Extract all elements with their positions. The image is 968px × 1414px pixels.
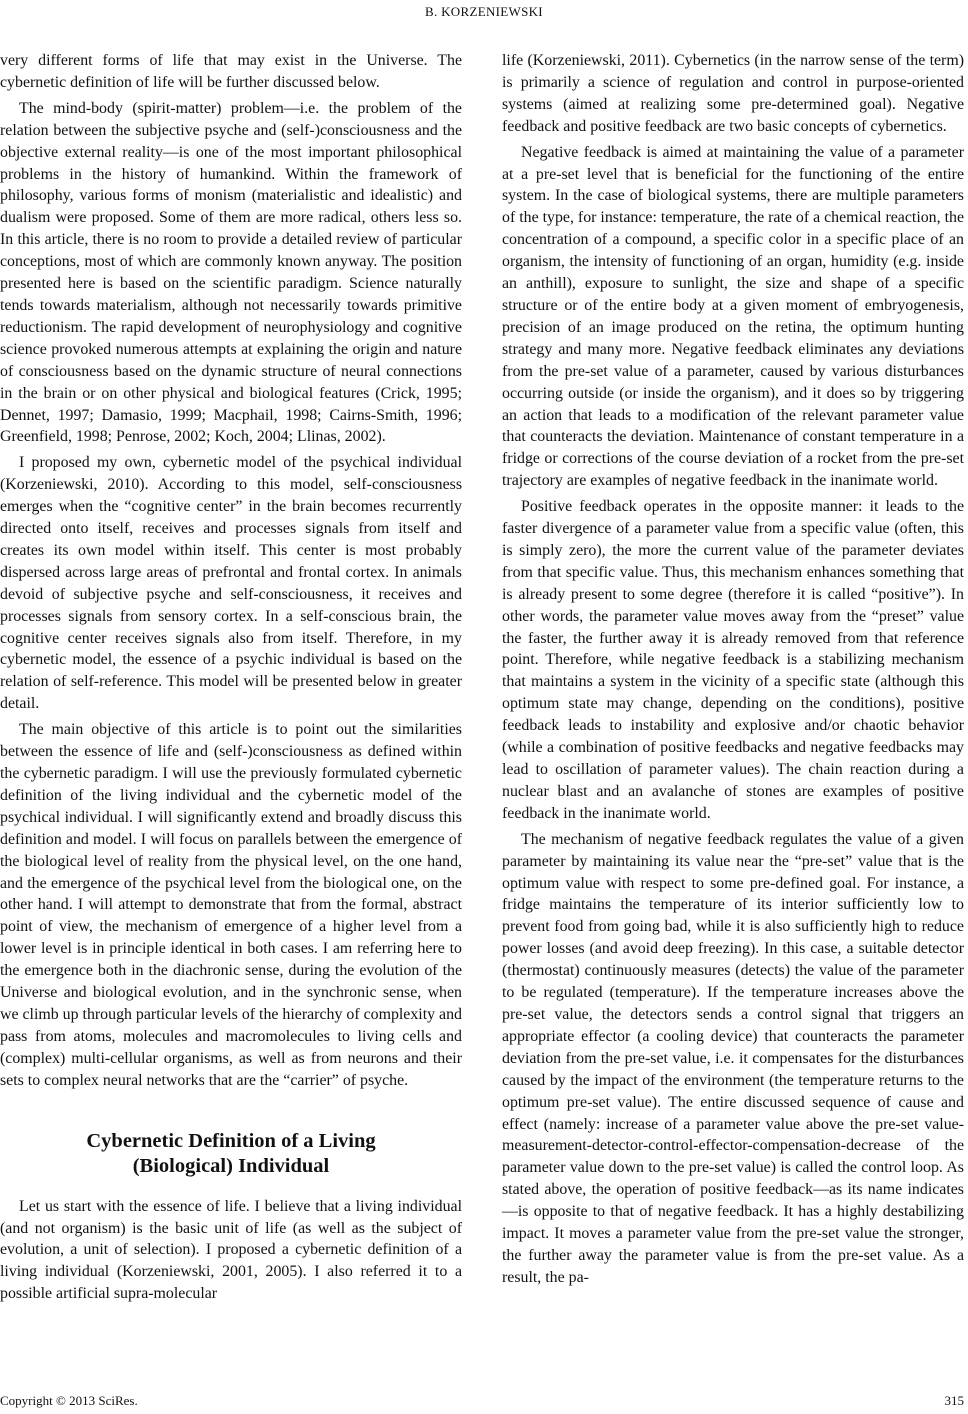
running-header: B. KORZENIEWSKI: [425, 4, 543, 19]
copyright-notice: Copyright © 2013 SciRes.: [0, 1393, 138, 1408]
paragraph: life (Korzeniewski, 2011). Cybernetics (in the narrow sense of the term) is primarily a science of regulation and control in purpose-oriented systems (aimed at realizing some pre-determined goal). Negative feedback and positive feedback are two basic concepts of cybernetics.: [502, 52, 964, 135]
paragraph: The mechanism of negative feedback regulates the value of a given parameter by maintaining its value near the “pre-set” value that is the optimum value with respect to some pre-defined goal. For instance, a fridge maintains the temperature of its interior sufficiently low to prevent food from going bad, while it is also sufficiently high to reduce power losses (and avoid deep freezing). In this case, a suitable detector (thermostat) continuously measures (detects) the value of the parameter to be regulated (temperature). If the temperature increases above the pre-set value, the detectors sends a control signal that triggers an appropriate effector (a cooling device) that counteracts the parameter deviation from the pre-set value, i.e. it compensates for the disturbances caused by the impact of the environment (the temperature returns to the optimum pre-set value). The entire discussed sequence of cause and effect (namely: increase of a parameter value above the pre-set value-measurement-detector-control-effector-compensation-decrease of the parameter value down to the pre-set value) is called the control loop. As stated above, the operation of positive feedback—as its name indicates—is opposite to that of negative feedback. It has a highly destabilizing impact. It moves a parameter value from the pre-set value the stronger, the further away the parameter value is from the pre-set value. As a result, the pa-: [502, 830, 964, 1286]
section-heading: [0, 1129, 462, 1179]
right-column: [502, 50, 964, 1293]
page-number: 315: [944, 1393, 964, 1408]
left-column: [0, 50, 462, 1309]
section-heading-line: Cybernetic Definition of a Living: [86, 1129, 376, 1152]
paragraph: The mind-body (spirit-matter) problem—i.e. the problem of the relation between the subjective psyche and (self-)consciousness and the objective external reality—is one of the most important philosophical problems in the history of humankind. Within the framework of philosophy, various forms of monism (materialistic and idealistic) and dualism were proposed. Some of them are more radical, others less so. In this article, there is no room to provide a detailed review of particular conceptions, most of which are commonly known anyway. The position presented here is based on the scientific paradigm. Science naturally tends towards materialism, although not necessarily towards primitive reductionism. The rapid development of neurophysiology and cognitive science provoked numerous attempts at explaining the origin and nature of consciousness based on the dynamic structure of neural connections in the brain or on other physical and biological features (Crick, 1995; Dennet, 1997; Damasio, 1999; Macphail, 1998; Cairns-Smith, 1996; Greenfield, 1998; Penrose, 2002; Koch, 2004; Llinas, 2002).: [0, 99, 462, 446]
paragraph: I proposed my own, cybernetic model of the psychical individual (Korzeniewski, 2010). According to this model, self-consciousness emerges when the “cognitive center” in the brain becomes recurrently directed onto itself, receives and processes signals from itself and creates its own model within itself. This center is most probably dispersed across large areas of prefrontal and frontal cortex. In animals devoid of subjective psyche and self-consciousness, it receives and processes signals from sensory cortex. In a self-conscious brain, the cognitive center receives signals also from itself. Therefore, in my cybernetic model, the essence of a psychic individual is based on the relation of self-reference. This model will be presented below in greater detail.: [0, 454, 462, 713]
paragraph: Positive feedback operates in the opposite manner: it leads to the faster divergence of a parameter value from a specific value (often, this is simply zero), the more the current value of the parameter deviates from that specific value. Thus, this mechanism enhances something that is already present to some degree (therefore it is called “positive”). In other words, the parameter value moves away from the “preset” value the faster, the further away it is already removed from that reference point. Therefore, while negative feedback is a stabilizing mechanism that maintains a system in the vicinity of a specific state (although this optimum state may change, depending on the conditions), positive feedback leads to instability and explosive and/or chaotic behavior (while a combination of positive feedbacks and negative feedbacks may lead to oscillation of parameter values). The chain reaction during a nuclear blast and an avalanche of stones are examples of positive feedback in the inanimate world.: [502, 498, 964, 822]
section-heading-line: (Biological) Individual: [132, 1154, 330, 1177]
paragraph: Negative feedback is aimed at maintaining the value of a parameter at a pre-set level that is beneficial for the functioning of the entire system. In the case of biological systems, there are multiple parameters of the type, for instance: temperature, the rate of a chemical reaction, the concentration of a compound, a specific color in a specific place of an organism, the intensity of functioning of an organ, humidity (e.g. inside an anthill), exposure to sunlight, the size and shape of a specific structure or of the entire body at a given moment of embryogenesis, precision of an image produced on the retina, the optimum hunting strategy and many more. Negative feedback eliminates any deviations from the pre-set value of a parameter, caused by various disturbances occurring outside (or inside the organism), and it does so by triggering an action that leads to a modification of the relevant parameter value that counteracts the deviation. Maintenance of constant temperature in a fridge or corrections of the course deviation of a rocket from the pre-set trajectory are examples of negative feedback in the inanimate world.: [502, 143, 964, 490]
paragraph: very different forms of life that may exist in the Universe. The cybernetic definition of life will be further discussed below.: [0, 52, 462, 91]
paragraph: The main objective of this article is to point out the similarities between the essence of life and (self-)consciousness as defined within the cybernetic paradigm. I will use the previously formulated cybernetic definition of the living individual and the cybernetic model of the psychical individual. I will significantly extend and broadly discuss this definition and model. I will focus on parallels between the emergence of the biological level of reality from the physical level, on the one hand, and the emergence of the psychical level from the biological one, on the other hand. I will attempt to demonstrate that from the formal, abstract point of view, the mechanism of emergence of a higher level from a lower level is in principle identical in both cases. I am referring here to the emergence both in the diachronic sense, during the evolution of the Universe and biological evolution, and in the synchronic sense, when we climb up through particular levels of the hierarchy of complexity and pass from atoms, molecules and macromolecules to living cells and (complex) multi-cellular organisms, as well as from neurons and their sets to complex neural networks that are the “carrier” of psyche.: [0, 721, 462, 1089]
paragraph: Let us start with the essence of life. I believe that a living individual (and not organism) is the basic unit of life (as well as the subject of evolution, a unit of selection). I proposed a cybernetic definition of a living individual (Korzeniewski, 2001, 2005). I also referred it to a possible artificial supra-molecular: [0, 1197, 462, 1303]
